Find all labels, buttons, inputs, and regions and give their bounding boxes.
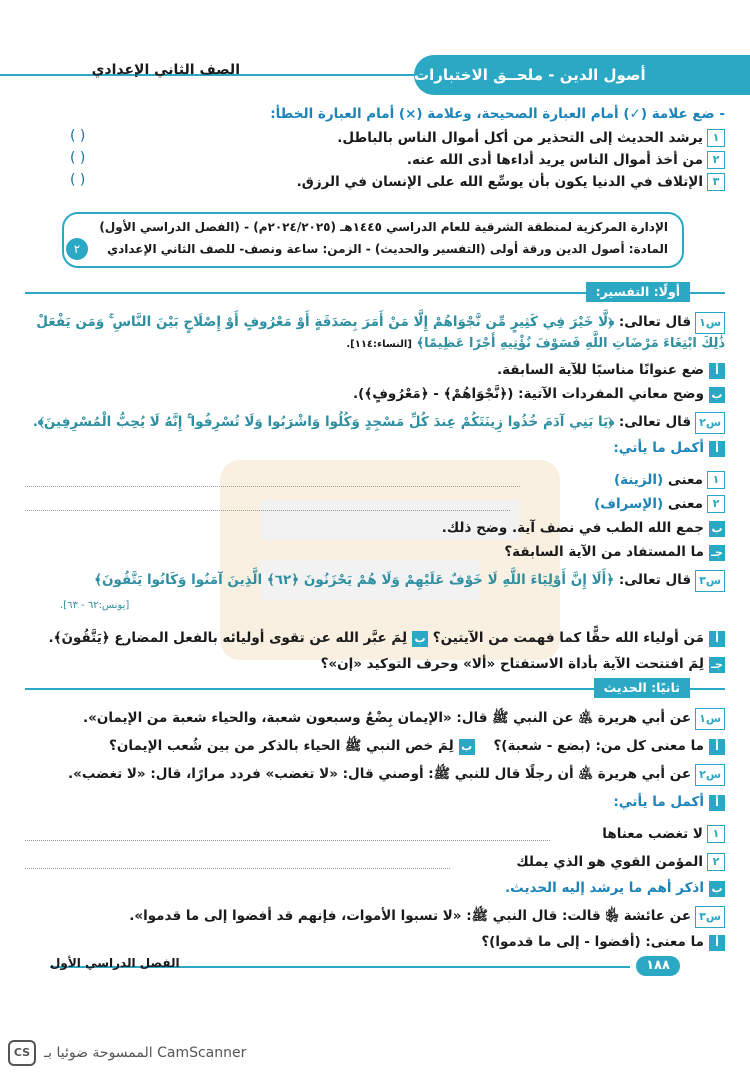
tf-answer-paren-3: ( ) <box>70 172 86 188</box>
item-number: ١ <box>707 471 725 489</box>
sub-letter: ب <box>709 881 725 897</box>
page-number: ١٨٨ <box>636 956 680 976</box>
tf-item-3 <box>25 172 725 192</box>
sub-letter: أ <box>709 795 725 811</box>
sub-letter: ب <box>709 521 725 537</box>
question-text: ما المستفاد من الآية السابقة؟ <box>504 544 704 560</box>
tf-item-2 <box>25 150 725 170</box>
sub-letter: ب <box>709 387 725 403</box>
question-text: ما معنى كل من: (بضع - شعبة)؟ <box>493 738 704 754</box>
sub-letter: ب <box>412 631 428 647</box>
tafsir-q3-a <box>25 628 725 648</box>
sub-letter: أ <box>709 441 725 457</box>
question-text: لِمَ عبَّر الله عن تقوى أوليائه بالفعل المضارع ﴿يَتَّقُونَ﴾. <box>48 630 408 646</box>
question-text: اذكر أهم ما يرشد إليه الحديث. <box>505 880 704 896</box>
exam-number-badge: ٢ <box>66 238 88 260</box>
footer-semester: الفصل الدراسي الأول <box>50 956 180 970</box>
answer-dotted-line <box>25 510 510 511</box>
tafsir-q2 <box>25 412 725 434</box>
hadith-q3 <box>25 906 725 928</box>
question-text: مَن أولياء الله حقًّا كما فهمت من الآيتين؟ <box>432 630 704 646</box>
hadith-q2-a1 <box>25 824 725 844</box>
hadith-q1-ab <box>25 736 725 756</box>
question-text: ضع عنوانًا مناسبًا للآية السابقة. <box>496 362 704 378</box>
question-label: س٣ <box>695 906 725 928</box>
question-label: س١ <box>695 312 725 334</box>
exam-info-line1: الإدارة المركزية لمنطقة الشرقية للعام الدراسي ١٤٤٥هـ (٢٠٢٤/٢٠٢٥م) - (الفصل الدراسي الأول) <box>99 220 668 234</box>
item-word: (الإسراف) <box>594 496 664 512</box>
hadith-q2-a <box>25 792 725 812</box>
sub-letter: أ <box>709 935 725 951</box>
item-number: ١ <box>707 825 725 843</box>
question-text: لِمَ افتتحت الآية بأداة الاستفتاح «ألا» وحرف التوكيد «إن»؟ <box>320 656 704 672</box>
tafsir-section-title: أولًا: التفسير: <box>586 282 690 302</box>
tafsir-q2-c <box>25 542 725 562</box>
header-grade-title: الصف الثاني الإعدادي <box>91 62 240 78</box>
tafsir-q2-a1 <box>25 470 725 490</box>
answer-dotted-line <box>25 486 520 487</box>
tafsir-q2-b <box>25 518 725 538</box>
tafsir-q3-c <box>25 654 725 674</box>
question-label: س٣ <box>695 570 725 592</box>
question-intro: قال تعالى: <box>618 414 692 430</box>
tafsir-q1-a <box>25 360 725 380</box>
tf-item-number: ٣ <box>707 173 725 191</box>
tf-item-number: ٢ <box>707 151 725 169</box>
sub-letter: أ <box>709 363 725 379</box>
item-prefix: معنى <box>667 496 703 512</box>
tf-item-text: من أخذ أموال الناس يريد أداءها أدى الله عنه. <box>406 152 703 168</box>
hadith-q2-a2 <box>25 852 725 872</box>
hadith-q3-a <box>25 932 725 952</box>
tafsir-q2-a2 <box>25 494 725 514</box>
exam-info-line2: المادة: أصول الدين ورقة أولى (التفسير والحديث) - الزمن: ساعة ونصف- للصف الثاني الإعدادي <box>107 242 668 256</box>
hadith-text: عن عائشة ﵂ قالت: قال النبي ﷺ: «لا تسبوا الأموات، فإنهم قد أفضوا إلى ما قدموا». <box>129 908 692 924</box>
tf-answer-paren-2: ( ) <box>70 150 86 166</box>
camscanner-mark <box>8 1040 246 1066</box>
hadith-section-title: ثانيًا: الحديث <box>594 678 690 698</box>
answer-dotted-line <box>25 840 550 841</box>
header-subject-title: أصول الدين - ملحــق الاختبارات <box>414 55 750 95</box>
tf-instruction: - ضع علامة (✓) أمام العبارة الصحيحة، وعلامة (×) أمام العبارة الخطأ: <box>270 106 725 122</box>
tafsir-q2-a <box>25 438 725 458</box>
tafsir-q3 <box>25 570 725 592</box>
hadith-q2-b <box>25 878 725 898</box>
hadith-q2 <box>25 764 725 786</box>
exam-info-box <box>62 212 684 268</box>
question-intro: قال تعالى: <box>618 572 692 588</box>
tafsir-q1-b <box>25 384 725 404</box>
hadith-q1 <box>25 708 725 730</box>
item-prefix: معنى <box>667 472 703 488</box>
item-number: ٢ <box>707 495 725 513</box>
question-label: س٢ <box>695 412 725 434</box>
question-text: لِمَ خص النبي ﷺ الحياء بالذكر من بين شُعب الإيمان؟ <box>109 738 454 754</box>
tf-item-1 <box>25 128 725 148</box>
camscanner-text: الممسوحة ضوئيا بـ CamScanner <box>44 1045 247 1061</box>
question-text: وضح معاني المفردات الآتية: (﴿نَّجْوَاهُمْ﴾ - ﴿مَعْرُوفٍ﴾). <box>353 386 704 402</box>
item-text: المؤمن القوي هو الذي يملك <box>516 854 703 870</box>
question-label: س١ <box>695 708 725 730</box>
answer-dotted-line <box>25 868 450 869</box>
tf-item-text: الإتلاف في الدنيا يكون بأن يوسِّع الله على الإنسان في الرزق. <box>296 174 703 190</box>
item-number: ٢ <box>707 853 725 871</box>
item-word: (الزينة) <box>613 472 664 488</box>
ayah-reference: [يونس:٦٢ - ٦٣]. <box>60 600 130 611</box>
item-text: لا تغضب معناها <box>602 826 703 842</box>
ayah-text: ﴿يَا بَنِي آدَمَ خُذُوا زِينَتَكُمْ عِندَ كُلِّ مَسْجِدٍ وَكُلُوا وَاشْرَبُوا وَلَا تُسْرِفُوا ۚ إِنَّهُ لَا يُحِبُّ الْمُسْرِفِينَ﴾. <box>32 414 615 430</box>
camscanner-logo-icon: CS <box>8 1040 36 1066</box>
ayah-text: ذَٰلِكَ ابْتِغَاءَ مَرْضَاتِ اللَّهِ فَسَوْفَ نُؤْتِيهِ أَجْرًا عَظِيمًا﴾ <box>416 336 725 351</box>
hadith-text: عن أبي هريرة ﵁ أن رجلًا قال للنبي ﷺ: أوصني قال: «لا تغضب» فردد مرارًا، قال: «لا تغضب». <box>68 766 692 782</box>
tafsir-q1 <box>25 312 725 334</box>
sub-letter: أ <box>709 739 725 755</box>
ayah-text: ﴿أَلَا إِنَّ أَوْلِيَاءَ اللَّهِ لَا خَوْفٌ عَلَيْهِمْ وَلَا هُمْ يَحْزَنُونَ ﴿٦٢﴾ الَّذِينَ آمَنُوا وَكَانُوا يَتَّقُونَ﴾ <box>94 572 615 588</box>
sub-letter: ب <box>459 739 475 755</box>
question-text: أكمل ما يأتي: <box>613 440 704 456</box>
question-label: س٢ <box>695 764 725 786</box>
tf-item-text: يرشد الحديث إلى التحذير من أكل أموال الناس بالباطل. <box>337 130 703 146</box>
question-text: جمع الله الطب في نصف آية. وضح ذلك. <box>441 520 704 536</box>
sub-letter: جـ <box>709 545 725 561</box>
question-intro: قال تعالى: <box>618 314 692 330</box>
ayah-text: ﴿لَّا خَيْرَ فِي كَثِيرٍ مِّن نَّجْوَاهُمْ إِلَّا مَنْ أَمَرَ بِصَدَقَةٍ أَوْ مَعْرُوفٍ أَوْ إِصْلَاحٍ بَيْنَ النَّاسِ ۚ وَمَن يَفْعَلْ <box>36 314 615 330</box>
hadith-text: عن أبي هريرة ﵁ عن النبي ﷺ قال: «الإيمان بِضْعٌ وسبعون شعبة، والحياء شعبة من الإيمان». <box>82 710 692 726</box>
question-text: أكمل ما يأتي: <box>613 794 704 810</box>
sub-letter: جـ <box>709 657 725 673</box>
sub-letter: أ <box>709 631 725 647</box>
question-text: ما معنى: (أفضوا - إلى ما قدموا)؟ <box>481 934 704 950</box>
tf-answer-paren-1: ( ) <box>70 128 86 144</box>
tf-item-number: ١ <box>707 129 725 147</box>
tafsir-q1-ayah-cont <box>25 334 725 355</box>
ayah-reference: [النساء:١١٤]. <box>346 339 412 350</box>
